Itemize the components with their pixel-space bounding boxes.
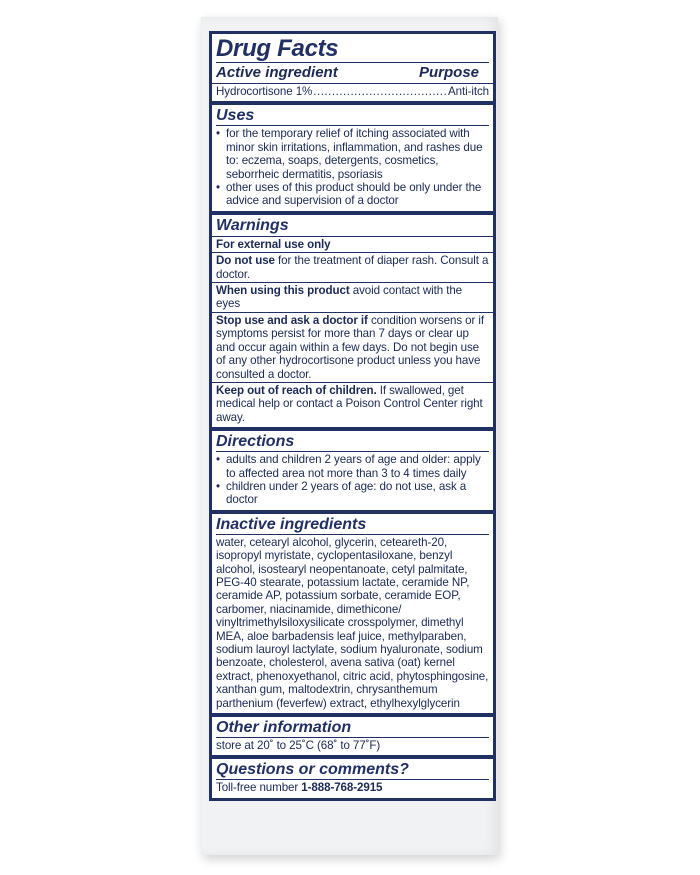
inactive-ingredients-heading: Inactive ingredients xyxy=(216,515,367,533)
active-ingredient-heading: Active ingredient xyxy=(216,64,338,81)
list-item: • children under 2 years of age: do not use, ask a doctor xyxy=(216,479,467,507)
active-ingredient-headings xyxy=(216,62,489,82)
do-not-use: Do not use for the treatment of diaper rash. Consult a doctor. xyxy=(212,252,493,281)
uses-heading: Uses xyxy=(216,107,255,125)
questions-section xyxy=(212,755,493,797)
drug-facts-title: Drug Facts xyxy=(216,35,339,62)
list-item: • other uses of this product should be only under the advice and supervision of a doctor xyxy=(216,181,482,208)
drug-facts-header xyxy=(212,34,493,101)
dot-leader xyxy=(313,85,447,98)
other-information-heading: Other information xyxy=(216,719,352,737)
keep-out-of-reach: Keep out of reach of children. If swallowed, get medical help or contact a Poison Control Center right away. xyxy=(212,382,493,424)
list-item: • adults and children 2 years of age and older: apply to affected area not more than 3 to 4 times daily xyxy=(216,453,481,480)
active-ingredient: Hydrocortisone 1% xyxy=(216,85,313,98)
other-information-section xyxy=(212,713,493,755)
purpose-value: Anti-itch xyxy=(448,85,489,98)
toll-free-line: Toll-free number 1-888-768-2915 xyxy=(216,779,489,794)
directions-heading: Directions xyxy=(216,433,295,451)
active-ingredient-row xyxy=(212,83,493,98)
when-using: When using this product avoid contact with the eyes xyxy=(212,282,493,311)
directions-section xyxy=(212,427,493,510)
warnings-heading: Warnings xyxy=(216,216,289,234)
uses-section xyxy=(212,101,493,210)
inactive-ingredients-text: water, cetearyl alcohol, glycerin, ceteareth-20, isopropyl myristate, cyclopentasiloxane, benzyl alcohol, isostearyl neopentanoate, cetyl palmitate, PEG-40 stearate, potassium lactate, ceramide NP, ceramide AP, potassium sorbate, ceramide EOP, carbomer, niacinamide, dimethicone/ vinyltrimethylsiloxysilicate crosspolymer, dimethyl MEA, aloe barbadensis leaf juice, methylparaben, sodium lauroyl lactylate, sodium hyaluronate, sodium benzoate, cholesterol, avena sativa (oat) kernel extract, phenoxyethanol, citric acid, phytosphingosine, xanthan gum, maltodextrin, chrysanthemum parthenium (feverfew) extract, ethylhexylglycerin xyxy=(216,535,489,710)
external-use-only: For external use only xyxy=(212,236,493,251)
list-item: • for the temporary relief of itching associated with minor skin irritations, inflammation, and rashes due to: eczema, soaps, detergents, cosmetics, seborrheic dermatitis, psoriasis xyxy=(216,127,483,181)
phone-number: 1-888-768-2915 xyxy=(301,781,383,795)
drug-facts-panel xyxy=(209,31,496,801)
questions-heading: Questions or comments? xyxy=(216,761,409,779)
inactive-ingredients-section xyxy=(212,510,493,713)
storage-text: store at 20˚ to 25˚C (68˚ to 77˚F) xyxy=(216,737,489,752)
purpose-heading: Purpose xyxy=(418,64,479,81)
uses-list xyxy=(216,125,489,207)
stop-use: Stop use and ask a doctor if condition worsens or if symptoms persist for more than 7 days or clear up and occur again within a few days. Do not begin use of any other hydrocortisone product unless you have consulted a doctor. xyxy=(212,312,493,381)
warnings-section xyxy=(212,211,493,427)
directions-list xyxy=(216,451,489,507)
